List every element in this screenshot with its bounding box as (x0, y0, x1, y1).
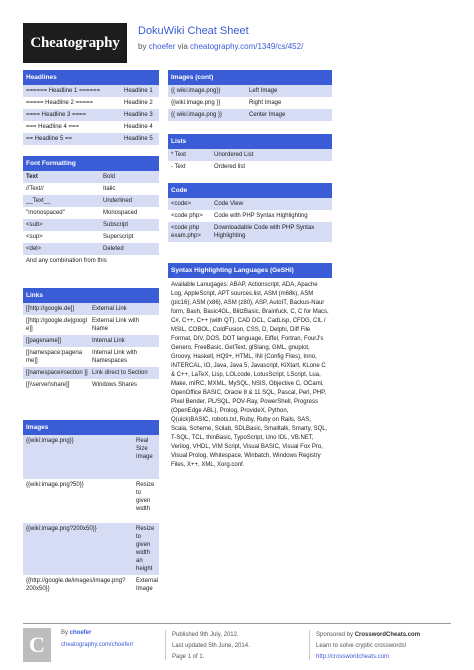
footer-author (61, 630, 91, 636)
page-title: DokuWiki Cheat Sheet (138, 25, 249, 37)
result-cell: Superscript (103, 234, 134, 240)
syntax-cell: - Text (171, 164, 186, 170)
sponsor-name[interactable]: CrosswordCheats.com (354, 632, 421, 638)
footer-dates (172, 630, 250, 663)
sponsor-line (316, 630, 420, 641)
syntax-cell: [[pagename]] (26, 338, 62, 344)
page-number: Page 1 of 1. (172, 654, 205, 660)
table-row (168, 97, 332, 109)
table-rows (23, 85, 159, 145)
table-row (23, 523, 159, 575)
table-rows (168, 198, 332, 242)
syntax-cell: {{wiki:image.png?50}} (26, 482, 84, 488)
table-row (23, 183, 159, 195)
syntax-cell: <sup> (26, 234, 43, 240)
updated-date: Last updated 5th June, 2014. (172, 643, 250, 649)
languages-text: Available Lanugages: ABAP, Actionscript, ADA, Apache Log, AppleScript, APT sources.list, ASM (m68k), ASM (pic16), ASM (x86), ASM (z80), ASP, AutoIT, Backus-Naur form, Bash, Basic4GL, BlitzBasic, Brainfuck, C, C for Macs, C#, C++, C++ (with QT), CAD DCL, CadLisp, CFDG, CIL / MSIL, COBOL, ColdFusion, CSS, D, Delphi, Diff File Format, DIV, DOS, DOT language, Eiffel, Fortran, FourJ's Genero, FreeBasic, GetText, glSlang, GML, gnuplot, Groovy, Haskell, HQ9+, HTML, INI (Config Files), Inno, INTERCAL, IO, Java, Java 5, Javascript, KiXtart, KLone C & C++, LaTeX, Lisp, LOLcode, LotusScript, LScript, Lua, Make, mIRC, MXML, MySQL, NSIS, Objective C, OCaml, OpenOffice BASIC, Oracle 8 & 11 SQL, Pascal, Perl, PHP, Pixel Bender, PL/SQL, POV-Ray, PowerShell, Progress (OpenEdge ABL), Prolog, ProvideX, Python, Q(uick)BASIC, robots.txt, Ruby, Ruby on Rails, SAS, Scala, Scheme, Scilab, SDLBasic, Smalltalk, Smarty, SQL, T-SQL, TCL, thinBasic, TypoScript, Uno IDL, VB.NET, Verilog, VHDL, VIM Script, Visual BASIC, Visual Fox Pro, Visual Prolog, Whitespace, Winbatch, Windows Registry Files, X++, XML, Xorg.conf. (171, 282, 329, 468)
syntax-cell: ===== Headline 2 ===== (26, 100, 94, 106)
syntax-cell: <del> (26, 246, 42, 252)
table-row (23, 575, 159, 601)
section-title: Lists (168, 134, 332, 149)
table-row (168, 161, 332, 173)
table-row (23, 207, 159, 219)
section-title: Images (23, 420, 159, 435)
footer-author-link[interactable]: cheatography.com/choefer/ (61, 642, 134, 648)
syntax-cell: [[namespace#section ]] (26, 370, 88, 376)
syntax-cell: <sub> (26, 222, 43, 228)
byline (138, 42, 303, 51)
footer-divider (165, 630, 166, 660)
table-row (168, 210, 332, 222)
result-cell: Underlined (103, 198, 133, 204)
table-row (168, 109, 332, 121)
result-cell: Code View (214, 201, 243, 207)
table-row (23, 367, 159, 379)
result-cell: Resize to given width (136, 482, 155, 512)
result-cell: Resize to given width an height (136, 526, 155, 572)
result-cell: Subscript (103, 222, 129, 228)
table-row (23, 133, 159, 145)
table-row (23, 121, 159, 133)
result-cell: Link direct to Section (92, 370, 148, 376)
result-cell: Headline 2 (124, 100, 153, 106)
table-row (23, 219, 159, 231)
result-cell: Headline 1 (124, 88, 153, 94)
result-cell: Internal Link with Namespaces (92, 350, 138, 364)
table-row (23, 379, 159, 391)
syntax-cell: ==== Headline 3 ==== (26, 112, 87, 118)
table-rows (23, 435, 159, 601)
byline-by: by (138, 42, 149, 51)
result-cell: Deleted (103, 246, 124, 252)
table-row (168, 222, 332, 242)
section-images (23, 420, 159, 601)
syntax-cell: {{wiki:image.png }} (171, 100, 221, 106)
syntax-cell: [[http://google.de]] (26, 306, 75, 312)
table-rows (23, 303, 159, 391)
author-link[interactable]: choefer (148, 42, 176, 51)
syntax-cell: <code php exam.php> (171, 225, 201, 239)
table-row (23, 195, 159, 207)
sheet-url-link[interactable]: cheatography.com/1349/cs/452/ (190, 42, 304, 51)
table-row (168, 149, 332, 161)
result-cell: Windows Shares (92, 382, 138, 388)
table-row (168, 85, 332, 97)
footer (23, 623, 451, 663)
result-cell: Downloadable Code with PHP Syntax Highlighting (214, 225, 315, 239)
section-title: Images (cont) (168, 70, 332, 85)
table-row (23, 435, 159, 479)
table-row (23, 171, 159, 183)
section-title: Syntax Highlighting Languages (GeSHi) (168, 263, 332, 278)
syntax-cell: [[\\server\share]] (26, 382, 70, 388)
syntax-cell: {{ wiki:image.png }} (171, 112, 223, 118)
syntax-cell: ''monospaced'' (26, 210, 65, 216)
result-cell: Headline 3 (124, 112, 153, 118)
section-lists (168, 134, 332, 173)
sponsor-label: Sponsored by (316, 632, 355, 638)
result-cell: Left Image (249, 88, 278, 94)
footer-sponsor (316, 630, 420, 663)
header (0, 0, 474, 70)
section-title: Font Formatting (23, 156, 159, 171)
syntax-cell: {{ wiki:image.png}} (171, 88, 221, 94)
footer-divider (309, 630, 310, 660)
result-cell: Ordered list (214, 164, 246, 170)
syntax-cell: //Text// (26, 186, 44, 192)
result-cell: Monospaced (103, 210, 138, 216)
table-rows (168, 149, 332, 173)
table-row (23, 315, 159, 335)
result-cell: Code with PHP Syntax Highlighting (214, 213, 308, 219)
cheatography-logo[interactable]: Cheatography (23, 23, 127, 63)
syntax-cell: {{http://google.de/images/image.png?200x50}} (26, 578, 126, 592)
result-cell: Italic (103, 186, 116, 192)
syntax-cell: === Headline 4 === (26, 124, 80, 130)
result-cell: Real Size Image (136, 438, 153, 460)
section-font-formatting (23, 156, 159, 267)
sponsor-link[interactable]: http://crosswordcheats.com (316, 654, 390, 660)
syntax-cell: [[http://google.de|googl e]] (26, 318, 87, 332)
section-images-cont (168, 70, 332, 121)
table-rows (23, 171, 159, 267)
syntax-cell: __Text__ (26, 198, 51, 204)
published-date: Published 9th July, 2012. (172, 632, 239, 638)
result-cell: Headline 4 (124, 124, 153, 130)
result-cell: Headline 5 (124, 136, 153, 142)
syntax-cell: ====== Headline 1 ====== (26, 88, 101, 94)
section-headlines (23, 70, 159, 145)
syntax-cell: <code> (171, 201, 192, 207)
section-title: Code (168, 183, 332, 198)
result-cell: Unordered List (214, 152, 254, 158)
section-syntax-highlighting (168, 263, 332, 473)
result-cell: External Link (92, 306, 127, 312)
table-row (168, 198, 332, 210)
syntax-cell: == Headline 5 == (26, 136, 73, 142)
syntax-cell: [[namespace:pagena me]] (26, 350, 83, 364)
result-cell: Bold (103, 174, 116, 180)
table-row (23, 303, 159, 315)
result-cell: External Link with Name (92, 318, 140, 332)
section-title: Links (23, 288, 159, 303)
result-cell: Right Image (249, 100, 282, 106)
section-code (168, 183, 332, 242)
section-links (23, 288, 159, 391)
footer-by-label: By (61, 630, 70, 636)
syntax-cell: {{wiki:image.png}} (26, 438, 74, 444)
table-row (23, 231, 159, 243)
table-row (23, 97, 159, 109)
syntax-cell: * Text (171, 152, 186, 158)
sponsor-text: Learn to solve cryptic crosswords! (316, 643, 407, 649)
result-cell: Center Image (249, 112, 286, 118)
syntax-cell: {{wiki:image.png?200x50}} (26, 526, 97, 532)
byline-via: via (175, 42, 191, 51)
syntax-cell: Text (26, 174, 38, 180)
section-note: And any combination from this (26, 258, 107, 264)
syntax-cell: <code php> (171, 213, 203, 219)
table-row (23, 347, 159, 367)
table-row (23, 243, 159, 255)
section-title: Headlines (23, 70, 159, 85)
footer-author-name[interactable]: choefer (69, 630, 92, 636)
author-avatar-icon: C (23, 628, 51, 662)
result-cell: Internal Link (92, 338, 125, 344)
table-row (23, 109, 159, 121)
table-row (23, 85, 159, 97)
table-row (23, 335, 159, 347)
result-cell: External Image (136, 578, 159, 592)
table-rows (168, 85, 332, 121)
table-row (23, 479, 159, 523)
